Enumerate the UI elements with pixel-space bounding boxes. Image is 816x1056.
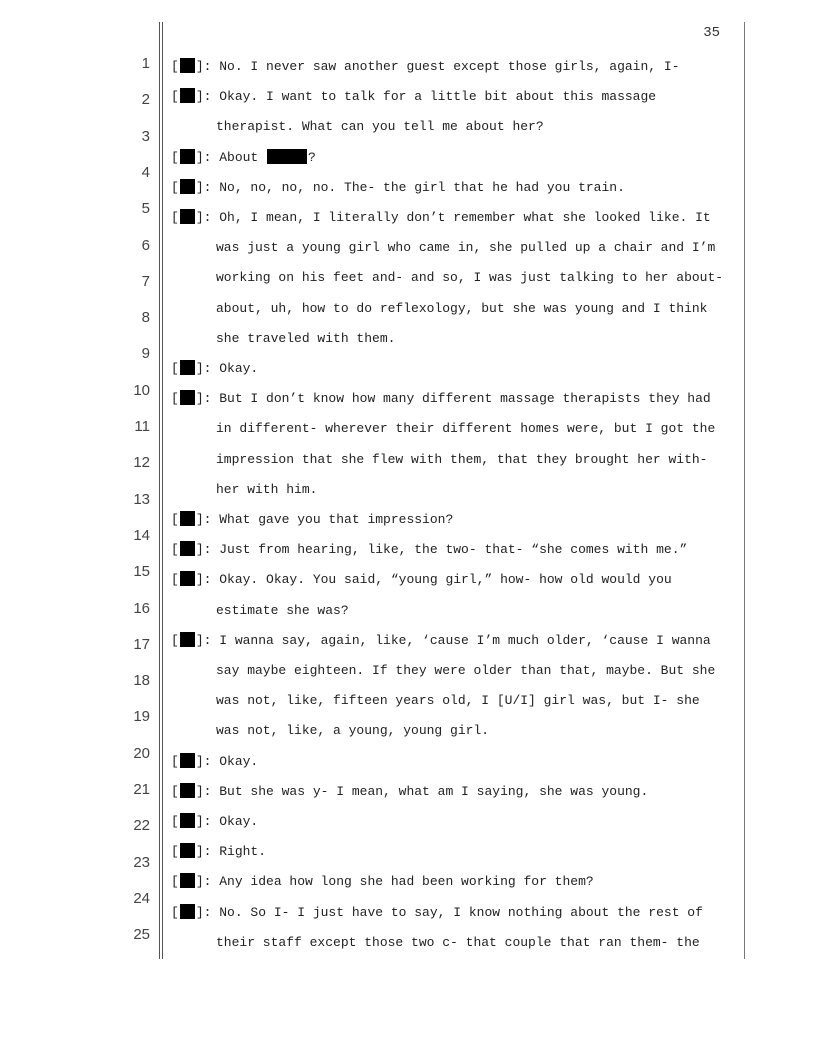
line-number: 22 xyxy=(133,817,150,835)
line-number: 21 xyxy=(133,781,150,798)
transcript-line xyxy=(171,842,266,862)
line-number: 1 xyxy=(141,55,150,72)
line-number: 19 xyxy=(133,708,150,726)
speaker-bracket-open: [ xyxy=(171,844,179,860)
transcript-line xyxy=(171,148,316,168)
transcript-text: was just a young girl who came in, she pulled up a chair and I’m xyxy=(216,240,716,256)
line-number: 20 xyxy=(133,744,150,762)
transcript-text: working on his feet and- and so, I was just talking to her about- xyxy=(216,270,724,286)
transcript-line xyxy=(216,238,715,258)
transcript-text: in different- wherever their different homes were, but I got the xyxy=(216,421,716,437)
line-number: 3 xyxy=(141,127,150,145)
line-number: 6 xyxy=(141,236,150,254)
speaker-bracket-close: ]: xyxy=(195,542,220,558)
line-number: 13 xyxy=(133,490,150,508)
speaker-bracket-open: [ xyxy=(171,874,179,890)
speaker-redaction-box xyxy=(180,209,195,224)
transcript-line xyxy=(171,359,258,379)
speaker-redaction-box xyxy=(180,632,195,647)
speaker-bracket-open: [ xyxy=(171,632,179,648)
speaker-redaction-box xyxy=(180,783,195,798)
speaker-bracket-open: [ xyxy=(171,391,179,407)
line-number: 12 xyxy=(133,454,150,472)
speaker-redaction-box xyxy=(180,541,195,556)
speaker-bracket-close: ]: xyxy=(195,844,220,860)
transcript-text-tail: ? xyxy=(308,149,316,165)
transcript-line xyxy=(216,299,707,319)
transcript-line xyxy=(171,540,687,560)
transcript-text: about, uh, how to do reflexology, but she was young and I think xyxy=(216,300,708,316)
speaker-bracket-close: ]: xyxy=(195,89,220,105)
transcript-line xyxy=(216,268,723,288)
transcript-line xyxy=(216,933,700,953)
transcript-text: say maybe eighteen. If they were older than that, maybe. But she xyxy=(216,663,716,678)
transcript-line xyxy=(171,631,711,651)
speaker-redaction-box xyxy=(180,813,195,828)
transcript-text: Okay. Okay. You said, “young girl,” how- how old would you xyxy=(219,572,672,588)
speaker-bracket-open: [ xyxy=(171,210,179,225)
line-number: 15 xyxy=(133,563,150,581)
transcript-line xyxy=(171,178,625,198)
speaker-bracket-close: ]: xyxy=(195,391,220,407)
speaker-bracket-open: [ xyxy=(171,904,179,920)
speaker-bracket-open: [ xyxy=(171,542,179,558)
transcript-text: No, no, no, no. The- the girl that he had you train. xyxy=(219,179,625,195)
transcript-line xyxy=(216,601,349,621)
transcript-text: was not, like, fifteen years old, I [U/I] girl was, but I- she xyxy=(216,693,700,709)
transcript-text: No. I never saw another guest except those girls, again, I- xyxy=(219,59,680,74)
line-number: 17 xyxy=(133,635,150,653)
line-number: 16 xyxy=(133,599,150,617)
transcript-text: Okay. xyxy=(219,361,259,376)
speaker-bracket-close: ]: xyxy=(195,753,220,769)
speaker-redaction-box xyxy=(180,149,195,164)
speaker-bracket-open: [ xyxy=(171,512,179,527)
transcript-text: was not, like, a young, young girl. xyxy=(216,723,490,739)
transcript-line xyxy=(171,812,258,832)
speaker-bracket-open: [ xyxy=(171,59,179,74)
transcript-line xyxy=(171,872,594,892)
speaker-bracket-open: [ xyxy=(171,361,179,376)
transcript-text: estimate she was? xyxy=(216,602,349,618)
line-number: 9 xyxy=(141,345,150,363)
transcript-text: But she was y- I mean, what am I saying, she was young. xyxy=(219,783,649,799)
speaker-redaction-box xyxy=(180,179,195,194)
speaker-bracket-close: ]: xyxy=(195,572,220,588)
speaker-bracket-close: ]: xyxy=(195,874,220,890)
transcript-text: she traveled with them. xyxy=(216,330,396,346)
speaker-bracket-close: ]: xyxy=(195,814,220,829)
transcript-line xyxy=(216,450,707,470)
speaker-bracket-open: [ xyxy=(171,179,179,195)
transcript-line xyxy=(171,87,656,107)
speaker-bracket-open: [ xyxy=(171,89,179,105)
speaker-redaction-box xyxy=(180,843,195,858)
speaker-redaction-box xyxy=(180,571,195,586)
line-number: 10 xyxy=(133,381,150,399)
transcript-line xyxy=(171,570,672,590)
speaker-redaction-box xyxy=(180,88,195,103)
line-number: 18 xyxy=(133,672,150,690)
transcript-line xyxy=(171,57,680,77)
right-margin-rule xyxy=(744,22,745,959)
speaker-bracket-close: ]: xyxy=(195,904,220,920)
speaker-bracket-open: [ xyxy=(171,753,179,769)
transcript-text: Just from hearing, like, the two- that- “she comes with me.” xyxy=(219,542,688,558)
transcript-line xyxy=(171,208,711,228)
transcript-line xyxy=(216,691,700,711)
line-number: 23 xyxy=(133,853,150,871)
line-number: 2 xyxy=(141,91,150,109)
speaker-bracket-close: ]: xyxy=(195,149,220,165)
transcript-text: their staff except those two c- that couple that ran them- the xyxy=(216,934,700,950)
transcript-text: I wanna say, again, like, ‘cause I’m much older, ‘cause I wanna xyxy=(219,632,711,648)
transcript-text: About xyxy=(219,149,267,165)
speaker-bracket-close: ]: xyxy=(195,632,220,648)
transcript-line xyxy=(171,903,703,923)
transcript-text: Okay. xyxy=(219,814,259,829)
transcript-text: Okay. I want to talk for a little bit about this massage xyxy=(219,89,657,105)
transcript-line xyxy=(216,117,544,137)
speaker-bracket-close: ]: xyxy=(195,179,220,195)
line-number: 5 xyxy=(141,200,150,218)
speaker-redaction-box xyxy=(180,58,195,73)
transcript-line xyxy=(171,752,258,772)
speaker-bracket-close: ]: xyxy=(195,512,220,527)
speaker-bracket-close: ]: xyxy=(195,210,220,225)
transcript-line xyxy=(171,782,648,802)
transcript-line xyxy=(216,661,715,681)
speaker-bracket-open: [ xyxy=(171,149,179,165)
speaker-redaction-box xyxy=(180,753,195,768)
speaker-bracket-open: [ xyxy=(171,572,179,588)
speaker-redaction-box xyxy=(180,904,195,919)
transcript-text: Oh, I mean, I literally don’t remember what she looked like. It xyxy=(219,210,711,225)
line-number: 14 xyxy=(133,526,150,544)
speaker-bracket-close: ]: xyxy=(195,59,220,74)
speaker-redaction-box xyxy=(180,511,195,526)
transcript-text: Right. xyxy=(219,844,267,860)
transcript-line xyxy=(216,480,317,500)
line-number: 24 xyxy=(133,889,150,907)
name-redaction-box xyxy=(267,149,307,164)
transcript-line xyxy=(216,329,395,349)
speaker-bracket-open: [ xyxy=(171,783,179,799)
line-number: 11 xyxy=(134,418,150,435)
speaker-redaction-box xyxy=(180,390,195,405)
left-margin-rule xyxy=(159,22,163,959)
transcript-text: Okay. xyxy=(219,753,259,769)
line-number: 7 xyxy=(141,272,150,290)
transcript-line xyxy=(171,510,453,530)
line-number: 4 xyxy=(141,163,150,181)
speaker-bracket-close: ]: xyxy=(195,361,220,376)
transcript-text: No. So I- I just have to say, I know nothing about the rest of xyxy=(219,904,703,920)
speaker-redaction-box xyxy=(180,873,195,888)
transcript-text: What gave you that impression? xyxy=(219,512,454,527)
transcript-line xyxy=(216,419,715,439)
transcript-text: her with him. xyxy=(216,481,318,497)
transcript-text: Any idea how long she had been working for them? xyxy=(219,874,594,890)
speaker-bracket-open: [ xyxy=(171,814,179,829)
transcript-line xyxy=(216,721,489,741)
transcript-line xyxy=(171,389,711,409)
line-number: 8 xyxy=(141,309,150,327)
speaker-redaction-box xyxy=(180,360,195,375)
transcript-text: But I don’t know how many different massage therapists they had xyxy=(219,391,711,407)
page-number: 35 xyxy=(703,25,720,41)
transcript-text: impression that she flew with them, that they brought her with- xyxy=(216,451,708,467)
line-number: 25 xyxy=(133,926,150,944)
transcript-text: therapist. What can you tell me about her? xyxy=(216,119,544,135)
speaker-bracket-close: ]: xyxy=(195,783,220,799)
